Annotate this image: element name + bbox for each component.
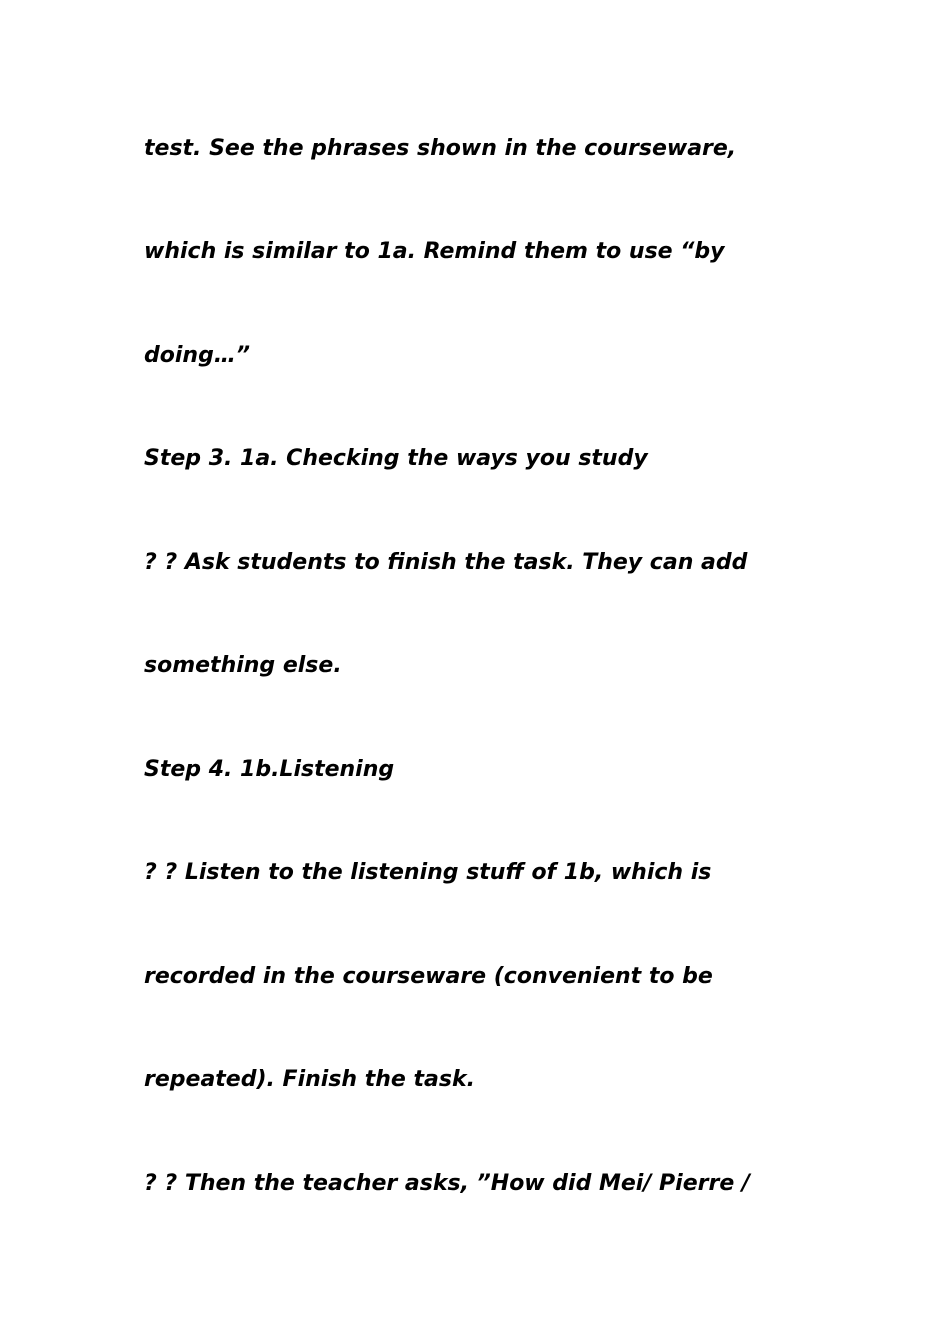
- step-heading: Step 4. 1b.Listening: [144, 757, 395, 782]
- text-line: recorded in the courseware (convenient to be: [144, 964, 713, 989]
- text-line: doing…”: [144, 343, 250, 368]
- text-line: test. See the phrases shown in the courseware,: [144, 136, 737, 161]
- step-heading: Step 3. 1a. Checking the ways you study: [144, 446, 648, 471]
- text-line: ? ? Listen to the listening stuff of 1b, which is: [144, 860, 712, 885]
- text-line: something else.: [144, 653, 342, 678]
- text-line: ? ? Then the teacher asks, ”How did Mei/ Pierre /: [144, 1171, 750, 1196]
- text-line: repeated). Finish the task.: [144, 1067, 475, 1092]
- text-line: ? ? Ask students to finish the task. They can add: [144, 550, 748, 575]
- text-line: which is similar to 1a. Remind them to use “by: [144, 239, 725, 264]
